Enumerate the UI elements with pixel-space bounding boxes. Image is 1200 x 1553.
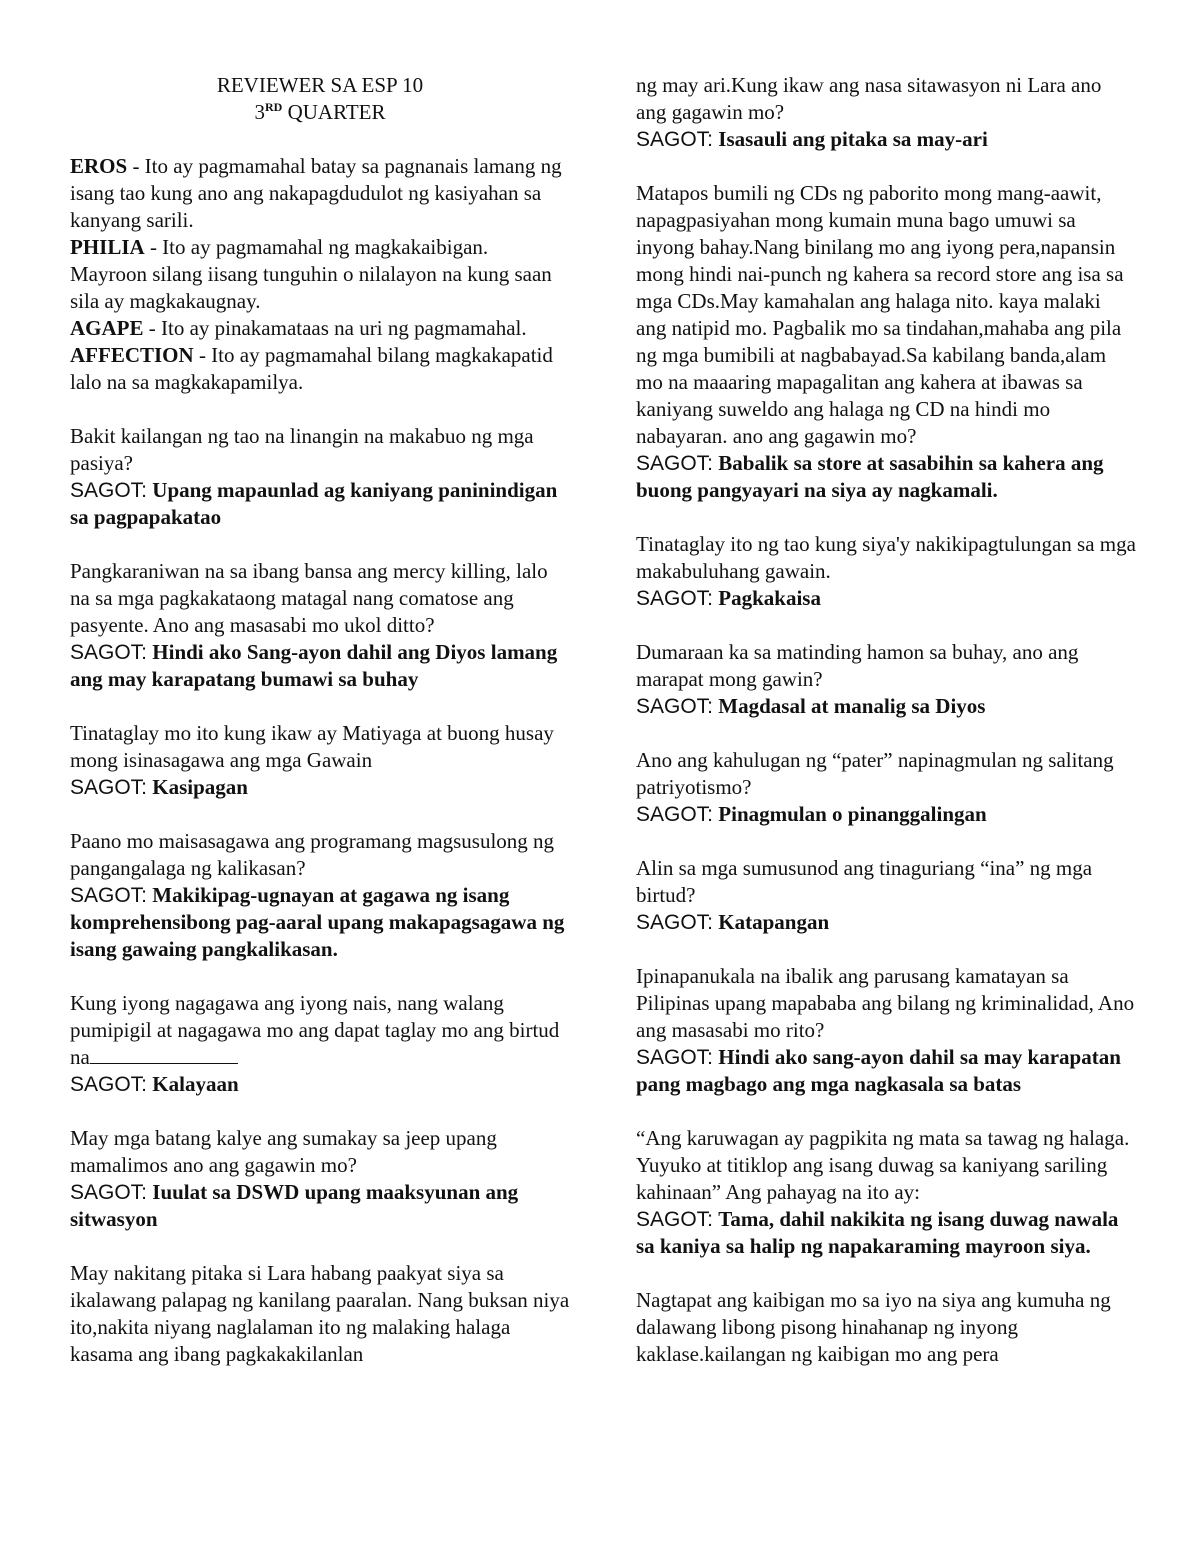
question-15: Nagtapat ang kaibigan mo sa iyo na siya ang kumuha ng dalawang libong pisong hinahanap ng inyong kaklase.kailangan ng kaibigan mo ang pera (636, 1288, 1111, 1366)
question-7-part-1: May nakitang pitaka si Lara habang paakyat siya sa ikalawang palapag ng kanilang paaralan. Nang buksan niya ito,nakita niyang naglalaman ito ng malaking halaga kasama ang ibang pagkakakilanlan (70, 1261, 570, 1366)
title-line-2: 3RD QUARTER (254, 100, 386, 124)
answer-8: Babalik sa store at sasabihin sa kahera ang buong pangyayari na siya ay nagkamali. (636, 451, 1104, 502)
right-column (636, 72, 1136, 1368)
answer-13: Hindi ako sang-ayon dahil sa may karapatan pang magbago ang mga nagkasala sa batas (636, 1045, 1121, 1096)
answer-2: Hindi ako Sang-ayon dahil ang Diyos lamang ang may karapatang bumawi sa buhay (70, 640, 558, 691)
question-1: Bakit kailangan ng tao na linangin na makabuo ng mga pasiya? SAGOT: Upang mapaunlad ag kaniyang paninindigan sa pagpapakatao (70, 424, 558, 529)
answer-10: Magdasal at manalig sa Diyos (718, 694, 986, 718)
document-title (70, 72, 570, 126)
question-4: Paano mo maisasagawa ang programang magsusulong ng pangangalaga ng kalikasan? SAGOT: Makikipag-ugnayan at gagawa ng isang komprehensibong pag-aaral upang makapagsagawa ng isang gawaing pangkalikasan. (70, 829, 565, 961)
question-2: Pangkaraniwan na sa ibang bansa ang mercy killing, lalo na sa mga pagkakataong matagal nang comatose ang pasyente. Ano ang masasabi mo ukol ditto? SAGOT: Hindi ako Sang-ayon dahil ang Diyos lamang ang may karapatang bumawi sa buhay (70, 559, 558, 691)
question-5: Kung iyong nagagawa ang iyong nais, nang walang pumipigil at nagagawa mo ang dapat taglay mo ang birtud na SAGOT: Kalayaan (70, 991, 560, 1096)
answer-5: Kalayaan (152, 1072, 239, 1096)
definition-affection: AFFECTION - Ito ay pagmamahal bilang magkakapatid lalo na sa magkakapamilya. (70, 343, 553, 394)
question-12: Alin sa mga sumusunod ang tinaguriang “ina” ng mga birtud? SAGOT: Katapangan (636, 856, 1093, 934)
question-9: Tinataglay ito ng tao kung siya'y nakikipagtulungan sa mga makabuluhang gawain. SAGOT: Pagkakaisa (636, 532, 1136, 610)
left-column (70, 72, 570, 1368)
definition-philia: PHILIA - Ito ay pagmamahal ng magkakaibigan. Mayroon silang iisang tunguhin o nilalayon na kung saan sila ay magkakaugnay. (70, 235, 552, 313)
question-7-part-2: ng may ari.Kung ikaw ang nasa sitawasyon ni Lara ano ang gagawin mo? SAGOT: Isasauli ang pitaka sa may-ari (636, 73, 1102, 151)
answer-3: Kasipagan (152, 775, 248, 799)
question-3: Tinataglay mo ito kung ikaw ay Matiyaga at buong husay mong isinasagawa ang mga Gawain SAGOT: Kasipagan (70, 721, 554, 799)
question-8: Matapos bumili ng CDs ng paborito mong mang-aawit, napagpasiyahan mong kumain muna bago umuwi sa inyong bahay.Nang binilang mo ang iyong pera,napansin mong hindi nai-punch ng kahera sa record store ang isa sa mga CDs.May kamahalan ang halaga nito. kaya malaki ang natipid mo. Pagbalik mo sa tindahan,mahaba ang pila ng mga bumibili at nagbabayad.Sa kabilang banda,alam mo na maaaring mapagalitan ang kahera at ibawas sa kaniyang suweldo ang halaga ng CD na hindi mo nabayaran. ano ang gagawin mo? SAGOT: Babalik sa store at sasabihin sa kahera ang buong pangyayari na siya ay nagkamali. (636, 181, 1124, 502)
answer-9: Pagkakaisa (718, 586, 821, 610)
answer-14: Tama, dahil nakikita ng isang duwag nawala sa kaniya sa halip ng napakaraming mayroon siya. (636, 1207, 1119, 1258)
answer-11: Pinagmulan o pinanggalingan (718, 802, 987, 826)
answer-4: Makikipag-ugnayan at gagawa ng isang komprehensibong pag-aaral upang makapagsagawa ng isang gawaing pangkalikasan. (70, 883, 565, 961)
answer-7: Isasauli ang pitaka sa may-ari (718, 127, 988, 151)
answer-6: Iuulat sa DSWD upang maaksyunan ang sitwasyon (70, 1180, 519, 1231)
question-14: “Ang karuwagan ay pagpikita ng mata sa tawag ng halaga. Yuyuko at titiklop ang isang duwag sa kaniyang sariling kahinaan” Ang pahayag na ito ay: SAGOT: Tama, dahil nakikita ng isang duwag nawala sa kaniya sa halip ng napakaraming mayroon siya. (636, 1126, 1130, 1258)
question-10: Dumaraan ka sa matinding hamon sa buhay, ano ang marapat mong gawin? SAGOT: Magdasal at manalig sa Diyos (636, 640, 1079, 718)
title-line-1: REVIEWER SA ESP 10 (216, 73, 424, 97)
fill-in-blank (90, 1045, 238, 1064)
answer-12: Katapangan (718, 910, 830, 934)
definition-eros: EROS - Ito ay pagmamahal batay sa pagnanais lamang ng isang tao kung ano ang nakapagdudulot ng kasiyahan sa kanyang sarili. (70, 154, 562, 232)
definition-agape: AGAPE - Ito ay pinakamataas na uri ng pagmamahal. (70, 316, 527, 340)
answer-1: Upang mapaunlad ag kaniyang paninindigan sa pagpapakatao (70, 478, 558, 529)
question-11: Ano ang kahulugan ng “pater” napinagmulan ng salitang patriyotismo? SAGOT: Pinagmulan o pinanggalingan (636, 748, 1114, 826)
question-6: May mga batang kalye ang sumakay sa jeep upang mamalimos ano ang gagawin mo? SAGOT: Iuulat sa DSWD upang maaksyunan ang sitwasyon (70, 1126, 519, 1231)
question-13: Ipinapanukala na ibalik ang parusang kamatayan sa Pilipinas upang mapababa ang bilang ng kriminalidad, Ano ang masasabi mo rito? SAGOT: Hindi ako sang-ayon dahil sa may karapatan pang magbago ang mga nagkasala sa batas (636, 964, 1135, 1096)
